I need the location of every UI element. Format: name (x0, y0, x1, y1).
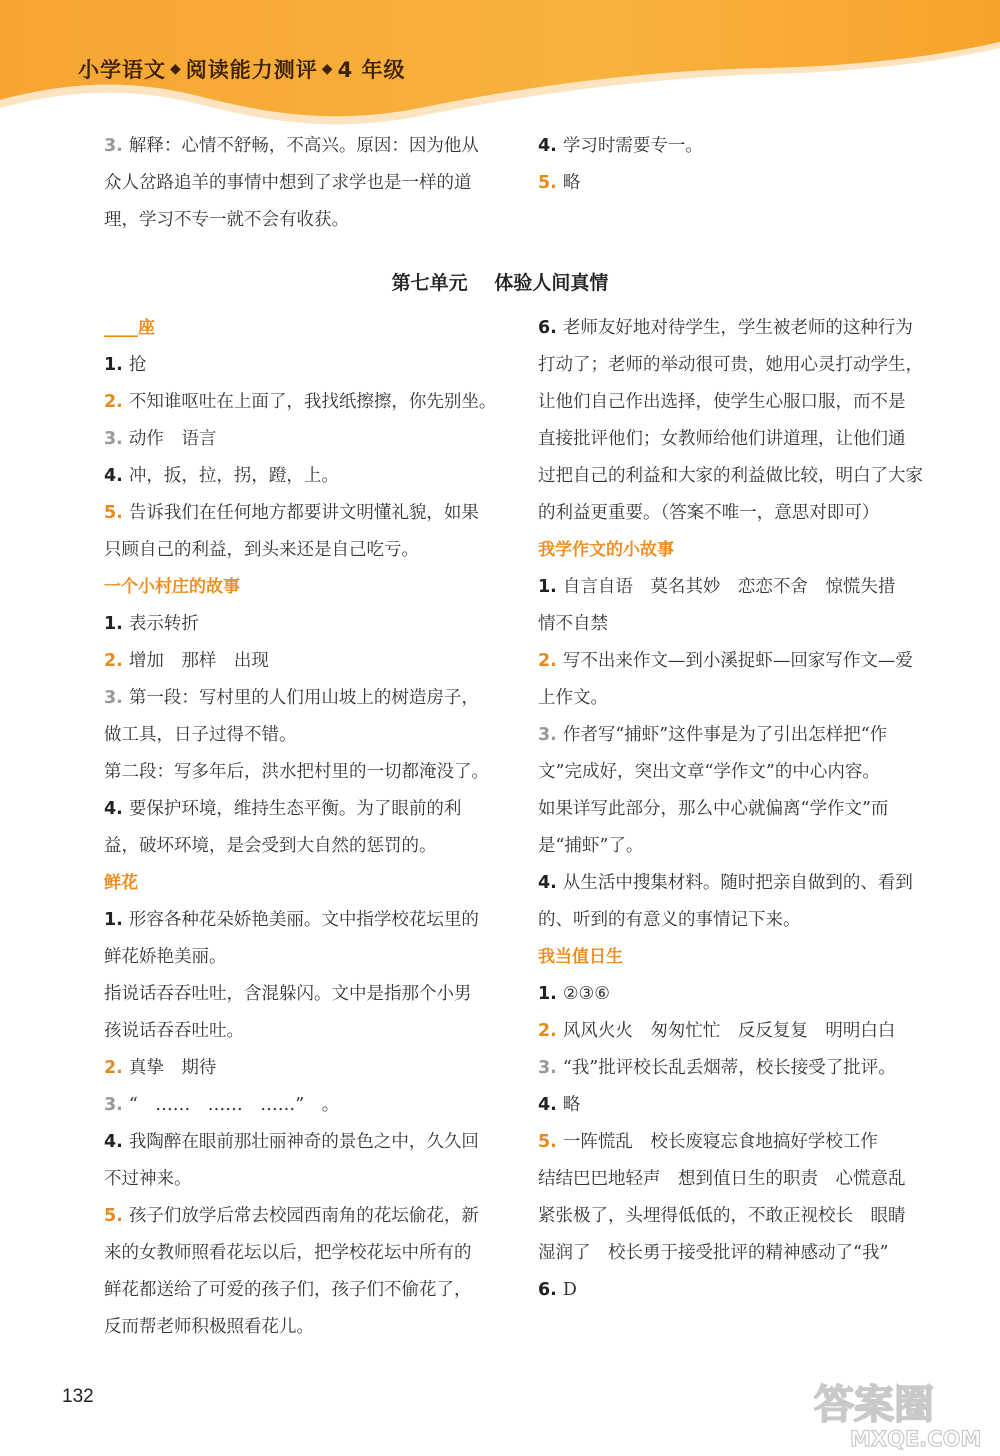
watermark-text-cn: 答案圈 (814, 1382, 934, 1428)
answer-text: 表示转折 (128, 614, 199, 634)
question-number: 2. (538, 651, 557, 671)
answer-text: 的、听到的有意义的事情记下来。 (538, 910, 801, 930)
answer-text: 过把自己的利益和大家的利益做比较，明白了大家 (538, 466, 923, 486)
answer-line (104, 1087, 524, 1124)
watermark-text-url: MXQE.COM (850, 1427, 982, 1450)
section-heading (104, 569, 524, 606)
question-number: 6. (538, 1280, 557, 1300)
answer-text: 不知谁呕吐在上面了，我找纸擦擦，你先别坐。 (128, 392, 497, 412)
answer-text: 动作 语言 (128, 429, 217, 449)
question-number: 3. (104, 429, 123, 449)
question-number: 2. (104, 392, 123, 412)
answer-line (538, 165, 958, 202)
question-number: 5. (104, 1206, 123, 1226)
section-heading (538, 939, 958, 976)
question-number: 4. (104, 1132, 123, 1152)
answer-text: 我陶醉在眼前那壮丽神奇的景色之中，久久回 (128, 1132, 479, 1152)
answer-line (104, 495, 524, 532)
answer-text: 理，学习不专一就不会有收获。 (104, 210, 349, 230)
answer-text: 增加 那样 出现 (128, 651, 269, 671)
answer-line (538, 421, 958, 458)
answer-text: ②③⑥ (562, 984, 610, 1004)
answer-text: 的利益更重要。（答案不唯一，意思对即可） (538, 503, 880, 523)
answer-text: 直接批评他们；女教师给他们讲道理，让他们通 (538, 429, 906, 449)
answer-text: 情不自禁 (538, 614, 608, 634)
question-number: 4. (104, 799, 123, 819)
answer-text: 冲，扳，拉，拐，蹬，上。 (128, 466, 339, 486)
question-number: 2. (104, 651, 123, 671)
answer-line (104, 347, 524, 384)
section-heading (104, 865, 524, 902)
answer-text: 第二段：写多年后，洪水把村里的一切都淹没了。 (104, 762, 489, 782)
answer-text: “ …… …… ……” 。 (128, 1095, 340, 1115)
answer-line (538, 128, 958, 165)
answer-line (538, 643, 958, 680)
answer-line (538, 1124, 958, 1161)
answer-line (104, 1050, 524, 1087)
answer-text: 形容各种花朵娇艳美丽。文中指学校花坛里的 (128, 910, 479, 930)
answer-line (104, 1235, 524, 1272)
answer-text: 要保护环境，维持生态平衡。为了眼前的利 (128, 799, 462, 819)
answer-line (538, 717, 958, 754)
question-number: 5. (538, 173, 557, 193)
answer-line (104, 1161, 524, 1198)
question-number: 4. (538, 1095, 557, 1115)
top-left-answers (104, 128, 524, 239)
answer-line (538, 791, 958, 828)
answer-text: 鲜花娇艳美丽。 (104, 947, 227, 967)
question-number: 3. (538, 725, 557, 745)
answer-line (104, 421, 524, 458)
answer-text: 风风火火 匆匆忙忙 反反复复 明明白白 (562, 1021, 896, 1041)
answer-text: 让他们自己作出选择，使学生心服口服，而不是 (538, 392, 906, 412)
question-number: 3. (104, 1095, 123, 1115)
section-title: 鲜花 (104, 873, 138, 893)
answer-text: 做工具，日子过得不错。 (104, 725, 297, 745)
answer-line (538, 1272, 958, 1309)
answer-line (538, 1087, 958, 1124)
header-grade: 4 年级 (337, 58, 406, 82)
diamond-icon: ◆ (170, 61, 182, 77)
answer-line (104, 1124, 524, 1161)
answer-text: 如果详写此部分，那么中心就偏离“学作文”而 (538, 799, 889, 819)
question-number: 1. (104, 910, 123, 930)
right-answer-column (538, 310, 958, 1309)
answer-line (104, 902, 524, 939)
question-number: 2. (538, 1021, 557, 1041)
section-title: 我学作文的小故事 (538, 540, 674, 560)
unit-theme: 体验人间真情 (494, 272, 609, 294)
answer-line (538, 865, 958, 902)
answer-text: 学习时需要专一。 (562, 136, 703, 156)
top-right-answers (538, 128, 958, 202)
question-number: 3. (538, 1058, 557, 1078)
answer-line (538, 310, 958, 347)
unit-title (0, 268, 1000, 295)
answer-text: 抢 (128, 355, 147, 375)
answer-text: 是“捕虾”了。 (538, 836, 644, 856)
left-answer-column (104, 310, 524, 1346)
answer-text: 紧张极了，头埋得低低的，不敢正视校长 眼睛 (538, 1206, 906, 1226)
question-number: 4. (104, 466, 123, 486)
section-title: 我当值日生 (538, 947, 623, 967)
answer-text: 不过神来。 (104, 1169, 192, 1189)
answer-text: 结结巴巴地轻声 想到值日生的职责 心慌意乱 (538, 1169, 906, 1189)
answer-text: 只顾自己的利益，到头来还是自己吃亏。 (104, 540, 419, 560)
answer-text: 反而帮老师积极照看花儿。 (104, 1317, 314, 1337)
answer-line (104, 384, 524, 421)
answer-line (538, 1050, 958, 1087)
answer-text: 益，破坏环境，是会受到大自然的惩罚的。 (104, 836, 437, 856)
question-number: 1. (538, 984, 557, 1004)
answer-line (538, 754, 958, 791)
question-number: 4. (538, 873, 557, 893)
answer-line (104, 939, 524, 976)
answer-text: 鲜花都送给了可爱的孩子们，孩子们不偷花了， (104, 1280, 472, 1300)
answer-line (104, 1013, 524, 1050)
answer-line (104, 754, 524, 791)
answer-text: “我”批评校长乱丢烟蒂，校长接受了批评。 (562, 1058, 896, 1078)
header-subject: 小学语文 (78, 58, 166, 82)
answer-line (104, 828, 524, 865)
question-number: 2. (104, 1058, 123, 1078)
header-series: 阅读能力测评 (185, 58, 318, 82)
answer-line (104, 791, 524, 828)
answer-text: 自言自语 莫名其妙 恋恋不舍 惊慌失措 (562, 577, 896, 597)
question-number: 1. (104, 614, 123, 634)
question-number: 3. (104, 688, 123, 708)
answer-text: 孩子们放学后常去校园西南角的花坛偷花，新 (128, 1206, 479, 1226)
answer-line (538, 458, 958, 495)
answer-line (538, 1161, 958, 1198)
answer-text: 略 (562, 173, 581, 193)
question-number: 5. (538, 1132, 557, 1152)
answer-text: 一阵慌乱 校长废寝忘食地搞好学校工作 (562, 1132, 878, 1152)
book-title (78, 54, 406, 84)
answer-line (538, 1013, 958, 1050)
answer-text: 第一段：写村里的人们用山坡上的树造房子， (128, 688, 479, 708)
question-number: 5. (104, 503, 123, 523)
answer-line (104, 643, 524, 680)
answer-text: 孩说话吞吞吐吐。 (104, 1021, 244, 1041)
unit-name: 第七单元 (391, 272, 468, 294)
section-heading (538, 532, 958, 569)
answer-text: 打动了；老师的举动很可贵，她用心灵打动学生， (538, 355, 923, 375)
answer-line (538, 569, 958, 606)
page-number: 132 (62, 1386, 94, 1407)
answer-line (538, 1235, 958, 1272)
answer-text: 上作文。 (538, 688, 608, 708)
answer-line (538, 680, 958, 717)
answer-text: 众人岔路追羊的事情中想到了求学也是一样的道 (104, 173, 472, 193)
answer-line (104, 532, 524, 569)
section-title: 一个小村庄的故事 (104, 577, 240, 597)
answer-line (538, 902, 958, 939)
answer-line (104, 458, 524, 495)
question-number: 4. (538, 136, 557, 156)
answer-text: 来的女教师照看花坛以后，把学校花坛中所有的 (104, 1243, 472, 1263)
answer-line (104, 680, 524, 717)
answer-text: 文”完成好，突出文章“学作文”的中心内容。 (538, 762, 880, 782)
answer-text: 指说话吞吞吐吐，含混躲闪。文中是指那个小男 (104, 984, 472, 1004)
answer-line (104, 165, 524, 202)
answer-text: 略 (562, 1095, 581, 1115)
answer-line (538, 606, 958, 643)
section-heading (104, 310, 524, 347)
watermark-logo (804, 1378, 994, 1450)
answer-line (104, 202, 524, 239)
answer-line (104, 1309, 524, 1346)
answer-text: 从生活中搜集材料。随时把亲自做到的、看到 (562, 873, 913, 893)
answer-text: 老师友好地对待学生，学生被老师的这种行为 (562, 318, 913, 338)
question-number: 1. (538, 577, 557, 597)
answer-text: 湿润了 校长勇于接受批评的精神感动了“我” (538, 1243, 889, 1263)
question-number: 6. (538, 318, 557, 338)
answer-line (538, 976, 958, 1013)
answer-text: 解释：心情不舒畅，不高兴。原因：因为他从 (128, 136, 479, 156)
answer-text: 写不出来作文—到小溪捉虾—回家写作文—爱 (562, 651, 913, 671)
answer-line (104, 1198, 524, 1235)
answer-text: 真挚 期待 (128, 1058, 217, 1078)
answer-line (538, 828, 958, 865)
answer-line (104, 1272, 524, 1309)
diamond-icon: ◆ (321, 61, 334, 77)
section-title: ____座 (104, 318, 155, 338)
answer-line (538, 1198, 958, 1235)
answer-line (104, 976, 524, 1013)
answer-line (538, 495, 958, 532)
answer-line (104, 717, 524, 754)
question-number: 3. (104, 136, 123, 156)
answer-line (538, 347, 958, 384)
answer-line (104, 128, 524, 165)
answer-line (104, 606, 524, 643)
answer-text: 作者写“捕虾”这件事是为了引出怎样把“作 (562, 725, 888, 745)
answer-line (538, 384, 958, 421)
question-number: 1. (104, 355, 123, 375)
answer-text: 告诉我们在任何地方都要讲文明懂礼貌，如果 (128, 503, 479, 523)
answer-text: D (562, 1280, 577, 1300)
